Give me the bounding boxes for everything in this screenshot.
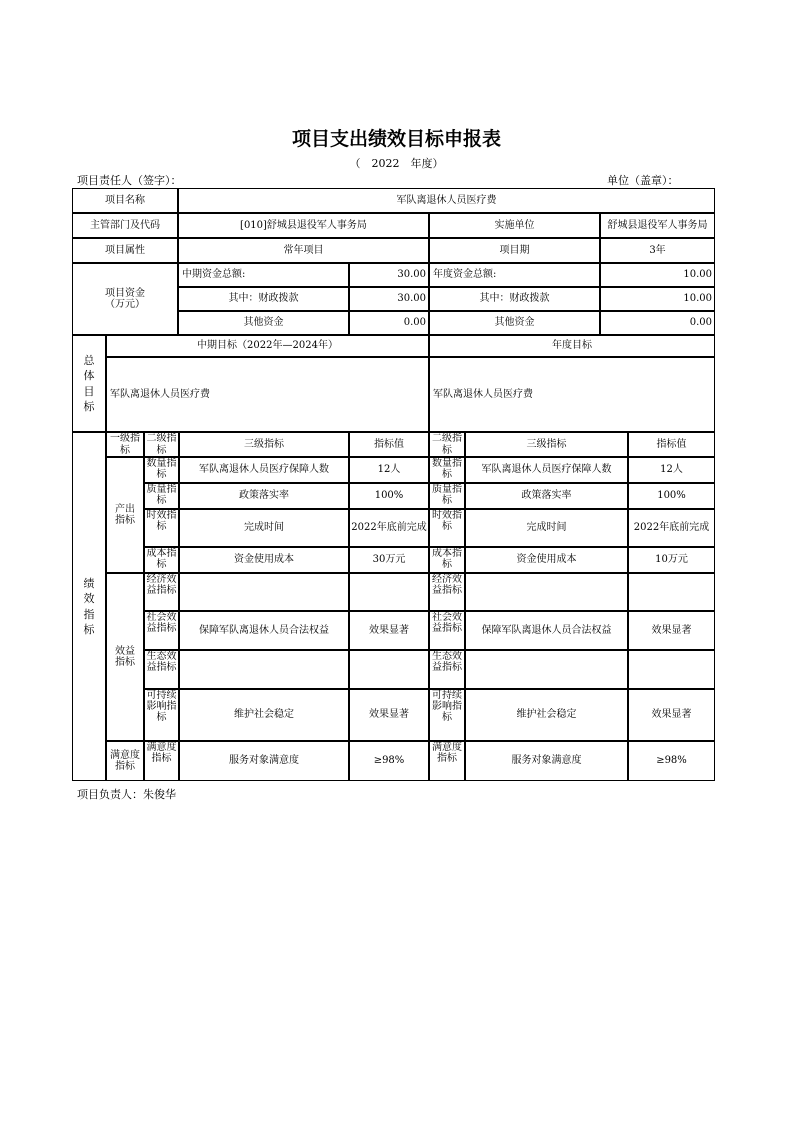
perf-row-1-value-year: 12人 bbox=[628, 457, 715, 483]
perf-row-4-level2-mid: 成本指标 bbox=[144, 547, 179, 573]
perf-row-6-level2-year: 社会效益指标 bbox=[429, 611, 465, 650]
project-lead: 项目负责人：朱俊华 bbox=[77, 788, 176, 801]
year-other-label: 其他资金 bbox=[429, 311, 600, 335]
perf-row-5-level3-year bbox=[465, 573, 628, 611]
perf-row-7-level2-mid: 生态效益指标 bbox=[144, 650, 179, 689]
perf-row-3-level2-year: 时效指标 bbox=[429, 509, 465, 547]
project-period-label: 项目期 bbox=[429, 238, 600, 263]
header-level3-mid: 三级指标 bbox=[179, 432, 349, 457]
mid-total-value: 30.00 bbox=[349, 263, 429, 287]
perf-row-7-level3-mid bbox=[179, 650, 349, 689]
perf-row-2-value-mid: 100% bbox=[349, 483, 429, 509]
perf-row-3-value-year: 2022年底前完成 bbox=[628, 509, 715, 547]
satisfaction-indicator-label: 满意度指标 bbox=[106, 741, 144, 781]
department-label: 主管部门及代码 bbox=[72, 213, 178, 238]
mid-other-value: 0.00 bbox=[349, 311, 429, 335]
perf-row-6-level2-mid: 社会效益指标 bbox=[144, 611, 179, 650]
year-total-value: 10.00 bbox=[600, 263, 715, 287]
perf-row-2-level2-mid: 质量指标 bbox=[144, 483, 179, 509]
perf-row-1-level2-mid: 数量指标 bbox=[144, 457, 179, 483]
performance-indicator-label: 绩效指标 bbox=[72, 432, 106, 781]
project-period-value: 3年 bbox=[600, 238, 715, 263]
header-level1: 一级指标 bbox=[106, 432, 144, 457]
perf-row-1-value-mid: 12人 bbox=[349, 457, 429, 483]
page-title: 项目支出绩效目标申报表 bbox=[291, 128, 501, 150]
implementing-unit-label: 实施单位 bbox=[429, 213, 600, 238]
mid-fiscal-value: 30.00 bbox=[349, 287, 429, 311]
header-level3-year: 三级指标 bbox=[465, 432, 628, 457]
year-line: （ 2022 年度） bbox=[349, 157, 444, 170]
perf-row-9-level2-year: 满意度指标 bbox=[429, 741, 465, 781]
perf-row-8-level3-mid: 维护社会稳定 bbox=[179, 689, 349, 741]
perf-row-4-value-mid: 30万元 bbox=[349, 547, 429, 573]
year-other-value: 0.00 bbox=[600, 311, 715, 335]
perf-row-5-value-mid bbox=[349, 573, 429, 611]
perf-row-4-level3-mid: 资金使用成本 bbox=[179, 547, 349, 573]
overall-target-label: 总体目标 bbox=[72, 335, 106, 432]
perf-row-6-value-year: 效果显著 bbox=[628, 611, 715, 650]
perf-row-8-value-year: 效果显著 bbox=[628, 689, 715, 741]
header-level2: 二级指标 bbox=[144, 432, 179, 457]
perf-row-1-level3-mid: 军队离退休人员医疗保障人数 bbox=[179, 457, 349, 483]
perf-row-3-level3-year: 完成时间 bbox=[465, 509, 628, 547]
perf-row-3-level2-mid: 时效指标 bbox=[144, 509, 179, 547]
project-name-label: 项目名称 bbox=[72, 188, 178, 213]
perf-row-9-level2-mid: 满意度指标 bbox=[144, 741, 179, 781]
perf-row-8-level3-year: 维护社会稳定 bbox=[465, 689, 628, 741]
project-name-value: 军队离退休人员医疗费 bbox=[178, 188, 715, 213]
perf-row-2-level2-year: 质量指标 bbox=[429, 483, 465, 509]
perf-row-4-level3-year: 资金使用成本 bbox=[465, 547, 628, 573]
mid-other-label: 其他资金 bbox=[178, 311, 349, 335]
responsible-signature-label: 项目责任人（签字）： bbox=[77, 174, 182, 187]
perf-row-7-value-mid bbox=[349, 650, 429, 689]
perf-row-4-level2-year: 成本指标 bbox=[429, 547, 465, 573]
unit-seal-label: 单位（盖章）： bbox=[607, 174, 679, 187]
header-value-mid: 指标值 bbox=[349, 432, 429, 457]
header-value-year: 指标值 bbox=[628, 432, 715, 457]
project-attribute-label: 项目属性 bbox=[72, 238, 178, 263]
year-total-label: 年度资金总额: bbox=[429, 263, 600, 287]
perf-row-7-level2-year: 生态效益指标 bbox=[429, 650, 465, 689]
perf-row-5-level2-year: 经济效益指标 bbox=[429, 573, 465, 611]
perf-row-5-level3-mid bbox=[179, 573, 349, 611]
perf-row-8-level2-year: 可持续影响指标 bbox=[429, 689, 465, 741]
perf-row-4-value-year: 10万元 bbox=[628, 547, 715, 573]
year-target-text: 军队离退休人员医疗费 bbox=[429, 357, 715, 432]
perf-row-9-level3-year: 服务对象满意度 bbox=[465, 741, 628, 781]
perf-row-9-value-mid: ≥98% bbox=[349, 741, 429, 781]
perf-row-9-level3-mid: 服务对象满意度 bbox=[179, 741, 349, 781]
perf-row-8-level2-mid: 可持续影响指标 bbox=[144, 689, 179, 741]
perf-row-3-value-mid: 2022年底前完成 bbox=[349, 509, 429, 547]
mid-total-label: 中期资金总额: bbox=[178, 263, 349, 287]
year-fiscal-value: 10.00 bbox=[600, 287, 715, 311]
year-fiscal-label: 其中：财政拨款 bbox=[429, 287, 600, 311]
perf-row-2-level3-mid: 政策落实率 bbox=[179, 483, 349, 509]
perf-row-2-level3-year: 政策落实率 bbox=[465, 483, 628, 509]
perf-row-2-value-year: 100% bbox=[628, 483, 715, 509]
department-value: [010]舒城县退役军人事务局 bbox=[178, 213, 429, 238]
perf-row-5-value-year bbox=[628, 573, 715, 611]
mid-target-header: 中期目标（2022年—2024年） bbox=[106, 335, 429, 357]
perf-row-5-level2-mid: 经济效益指标 bbox=[144, 573, 179, 611]
output-indicator-label: 产出指标 bbox=[106, 457, 144, 573]
perf-row-6-value-mid: 效果显著 bbox=[349, 611, 429, 650]
perf-row-7-value-year bbox=[628, 650, 715, 689]
implementing-unit-value: 舒城县退役军人事务局 bbox=[600, 213, 715, 238]
perf-row-3-level3-mid: 完成时间 bbox=[179, 509, 349, 547]
perf-row-1-level2-year: 数量指标 bbox=[429, 457, 465, 483]
perf-row-8-value-mid: 效果显著 bbox=[349, 689, 429, 741]
project-attribute-value: 常年项目 bbox=[178, 238, 429, 263]
header-level2-year: 二级指标 bbox=[429, 432, 465, 457]
perf-row-6-level3-year: 保障军队离退休人员合法权益 bbox=[465, 611, 628, 650]
year-target-header: 年度目标 bbox=[429, 335, 715, 357]
perf-row-6-level3-mid: 保障军队离退休人员合法权益 bbox=[179, 611, 349, 650]
benefit-indicator-label: 效益指标 bbox=[106, 573, 144, 741]
funds-label: 项目资金 （万元） bbox=[72, 263, 178, 335]
perf-row-9-value-year: ≥98% bbox=[628, 741, 715, 781]
mid-target-text: 军队离退休人员医疗费 bbox=[106, 357, 429, 432]
perf-row-7-level3-year bbox=[465, 650, 628, 689]
mid-fiscal-label: 其中：财政拨款 bbox=[178, 287, 349, 311]
perf-row-1-level3-year: 军队离退休人员医疗保障人数 bbox=[465, 457, 628, 483]
